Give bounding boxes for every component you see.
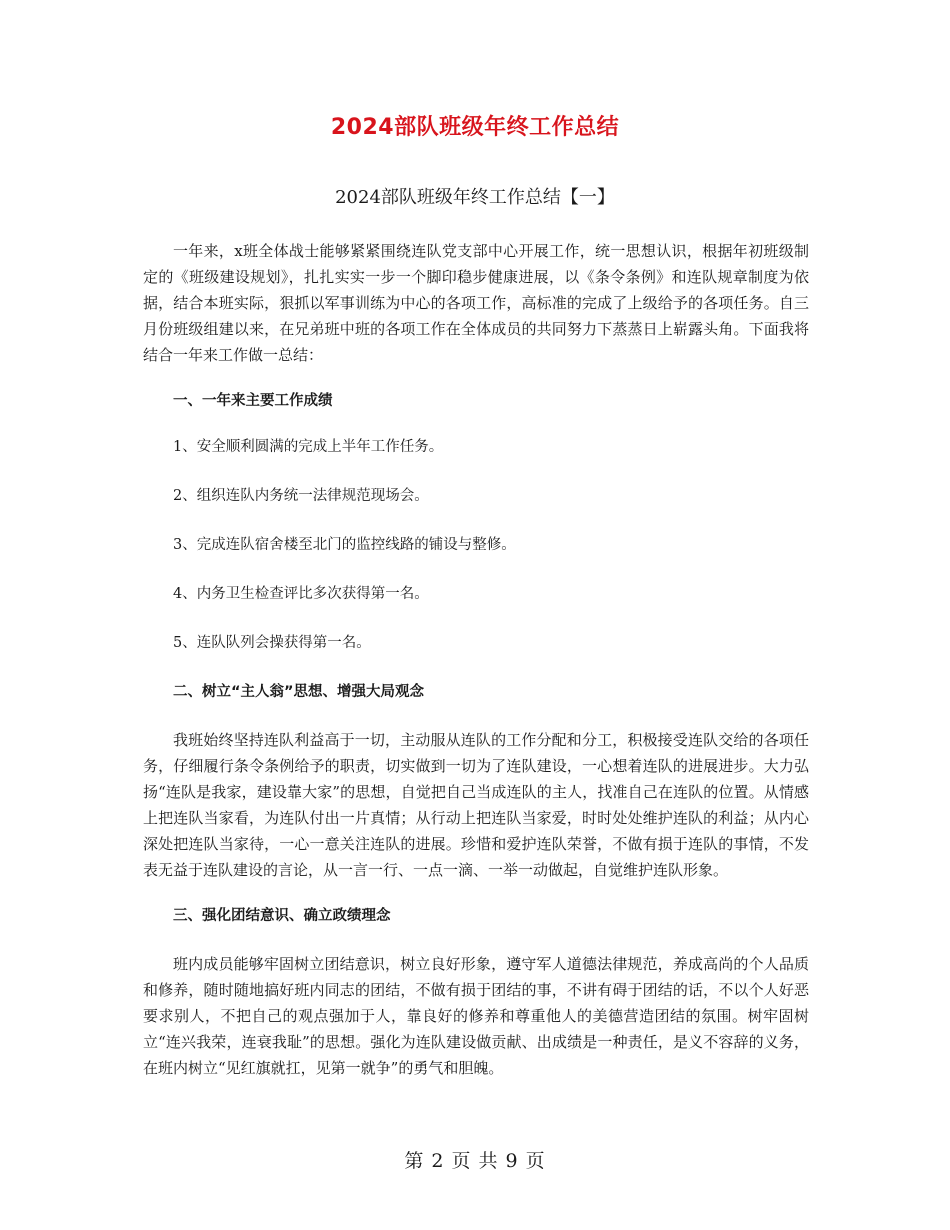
section-heading-2: 二、树立“主人翁”思想、增强大局观念 — [173, 684, 425, 700]
document-subtitle: 2024部队班级年终工作总结【一】 — [335, 187, 615, 208]
intro-paragraph: 一年来，x班全体战士能够紧紧围绕连队党支部中心开展工作，统一思想认识，根据年初班级制定的《班级建设规划》，扎扎实实一步一个脚印稳步健康进展，以《条令条例》和连队规章制度为依据，结合本班实际，狠抓以军事训练为中心的各项工作，高标准的完成了上级给予的各项任务。自三月份班级组建以来，在兄弟班中班的各项工作在全体成员的共同努力下蒸蒸日上崭露头角。下面我将结合一年来工作做一总结： — [143, 242, 809, 364]
list-item: 4、内务卫生检查评比多次获得第一名。 — [173, 586, 429, 602]
section-heading-3: 三、强化团结意识、确立政绩理念 — [173, 908, 391, 924]
list-item: 3、完成连队宿舍楼至北门的监控线路的铺设与整修。 — [173, 537, 516, 553]
section-heading-1: 一、一年来主要工作成绩 — [173, 393, 333, 409]
section-2-paragraph: 我班始终坚持连队利益高于一切，主动服从连队的工作分配和分工，积极接受连队交给的各项任务，仔细履行条令条例给予的职责，切实做到一切为了连队建设，一心想着连队的进展进步。大力弘扬“连队是我家，建设靠大家”的思想，自觉把自己当成连队的主人，找准自己在连队的位置。从情感上把连队当家看，为连队付出一片真情；从行动上把连队当家爱，时时处处维护连队的利益；从内心深处把连队当家待，一心一意关注连队的进展。珍惜和爱护连队荣誉，不做有损于连队的事情，不发表无益于连队建设的言论，从一言一行、一点一滴、一举一动做起，自觉维护连队形象。 — [143, 731, 809, 879]
document-title: 2024部队班级年终工作总结 — [330, 115, 620, 140]
page-number: 第 2 页 共 9 页 — [404, 1150, 546, 1172]
document-body — [143, 238, 809, 1103]
list-item: 1、安全顺利圆满的完成上半年工作任务。 — [173, 439, 444, 455]
list-item: 2、组织连队内务统一法律规范现场会。 — [173, 488, 429, 504]
list-item: 5、连队队列会操获得第一名。 — [173, 635, 371, 651]
section-3-paragraph: 班内成员能够牢固树立团结意识，树立良好形象，遵守军人道德法律规范，养成高尚的个人品质和修养，随时随地搞好班内同志的团结，不做有损于团结的事，不讲有碍于团结的话，不以个人好恶要求别人，不把自己的观点强加于人，靠良好的修养和尊重他人的美德营造团结的氛围。树牢固树立“连兴我荣，连衰我耻”的思想。强化为连队建设做贡献、出成绩是一种责任，是义不容辞的义务，在班内树立“见红旗就扛，见第一就争”的勇气和胆魄。 — [143, 955, 809, 1077]
